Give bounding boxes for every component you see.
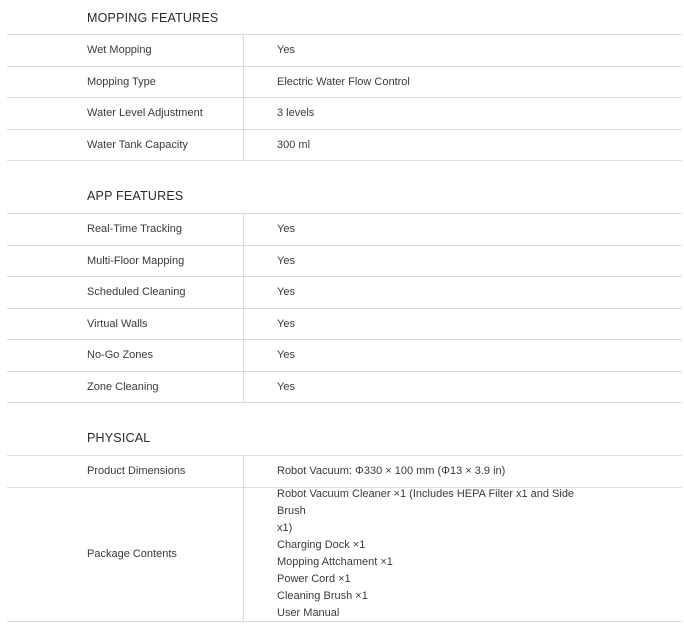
spec-label: Product Dimensions	[7, 456, 244, 487]
package-item: Cleaning Brush ×1	[277, 590, 368, 602]
spec-row-water-level-adjustment	[7, 98, 682, 130]
spec-value: Robot Vacuum: Φ330 × 100 mm (Φ13 × 3.9 in)	[277, 465, 506, 478]
spec-row-mopping-type	[7, 67, 682, 99]
spec-label: Mopping Type	[7, 67, 244, 98]
package-contents-list	[277, 486, 602, 622]
spec-label: Virtual Walls	[7, 309, 244, 340]
section-title-mopping-features: MOPPING FEATURES	[7, 0, 682, 35]
package-item: User Manual	[277, 607, 340, 619]
spec-value: Yes	[277, 380, 295, 393]
spec-label: Wet Mopping	[7, 35, 244, 66]
spec-table	[7, 0, 682, 622]
package-item: Robot Vacuum Cleaner ×1 (Includes HEPA Filter x1 and Side Brush	[277, 488, 575, 517]
section-title-app-features: APP FEATURES	[7, 178, 682, 214]
spec-value: Yes	[277, 223, 295, 236]
spec-row-wet-mopping	[7, 35, 682, 67]
spec-row-real-time-tracking	[7, 214, 682, 246]
spec-value: Yes	[277, 286, 295, 299]
spec-label: Real-Time Tracking	[7, 214, 244, 245]
spec-label: Scheduled Cleaning	[7, 277, 244, 308]
spec-value: Yes	[277, 317, 295, 330]
spec-label: Water Level Adjustment	[7, 98, 244, 129]
spec-row-no-go-zones	[7, 340, 682, 372]
spec-label: No-Go Zones	[7, 340, 244, 371]
spec-row-water-tank-capacity	[7, 130, 682, 162]
spec-value	[244, 488, 682, 621]
spec-label: Zone Cleaning	[7, 372, 244, 403]
spec-value: Electric Water Flow Control	[277, 75, 410, 88]
section-title-physical: PHYSICAL	[7, 420, 682, 456]
spec-value: 300 ml	[277, 138, 311, 151]
spec-value: 3 levels	[277, 107, 315, 120]
package-item: x1)	[277, 522, 293, 534]
spec-label: Multi-Floor Mapping	[7, 246, 244, 277]
spec-row-virtual-walls	[7, 309, 682, 341]
spec-value: Yes	[277, 349, 295, 362]
spec-label: Water Tank Capacity	[7, 130, 244, 161]
spec-row-product-dimensions	[7, 456, 682, 488]
spec-label: Package Contents	[7, 488, 244, 621]
package-item: Charging Dock ×1	[277, 539, 366, 551]
spec-row-package-contents	[7, 488, 682, 622]
spec-value: Yes	[277, 254, 295, 267]
spec-row-multi-floor-mapping	[7, 246, 682, 278]
spec-row-zone-cleaning	[7, 372, 682, 404]
package-item: Mopping Attchament ×1	[277, 556, 393, 568]
package-item: Power Cord ×1	[277, 573, 351, 585]
spec-row-scheduled-cleaning	[7, 277, 682, 309]
spec-value: Yes	[277, 44, 295, 57]
